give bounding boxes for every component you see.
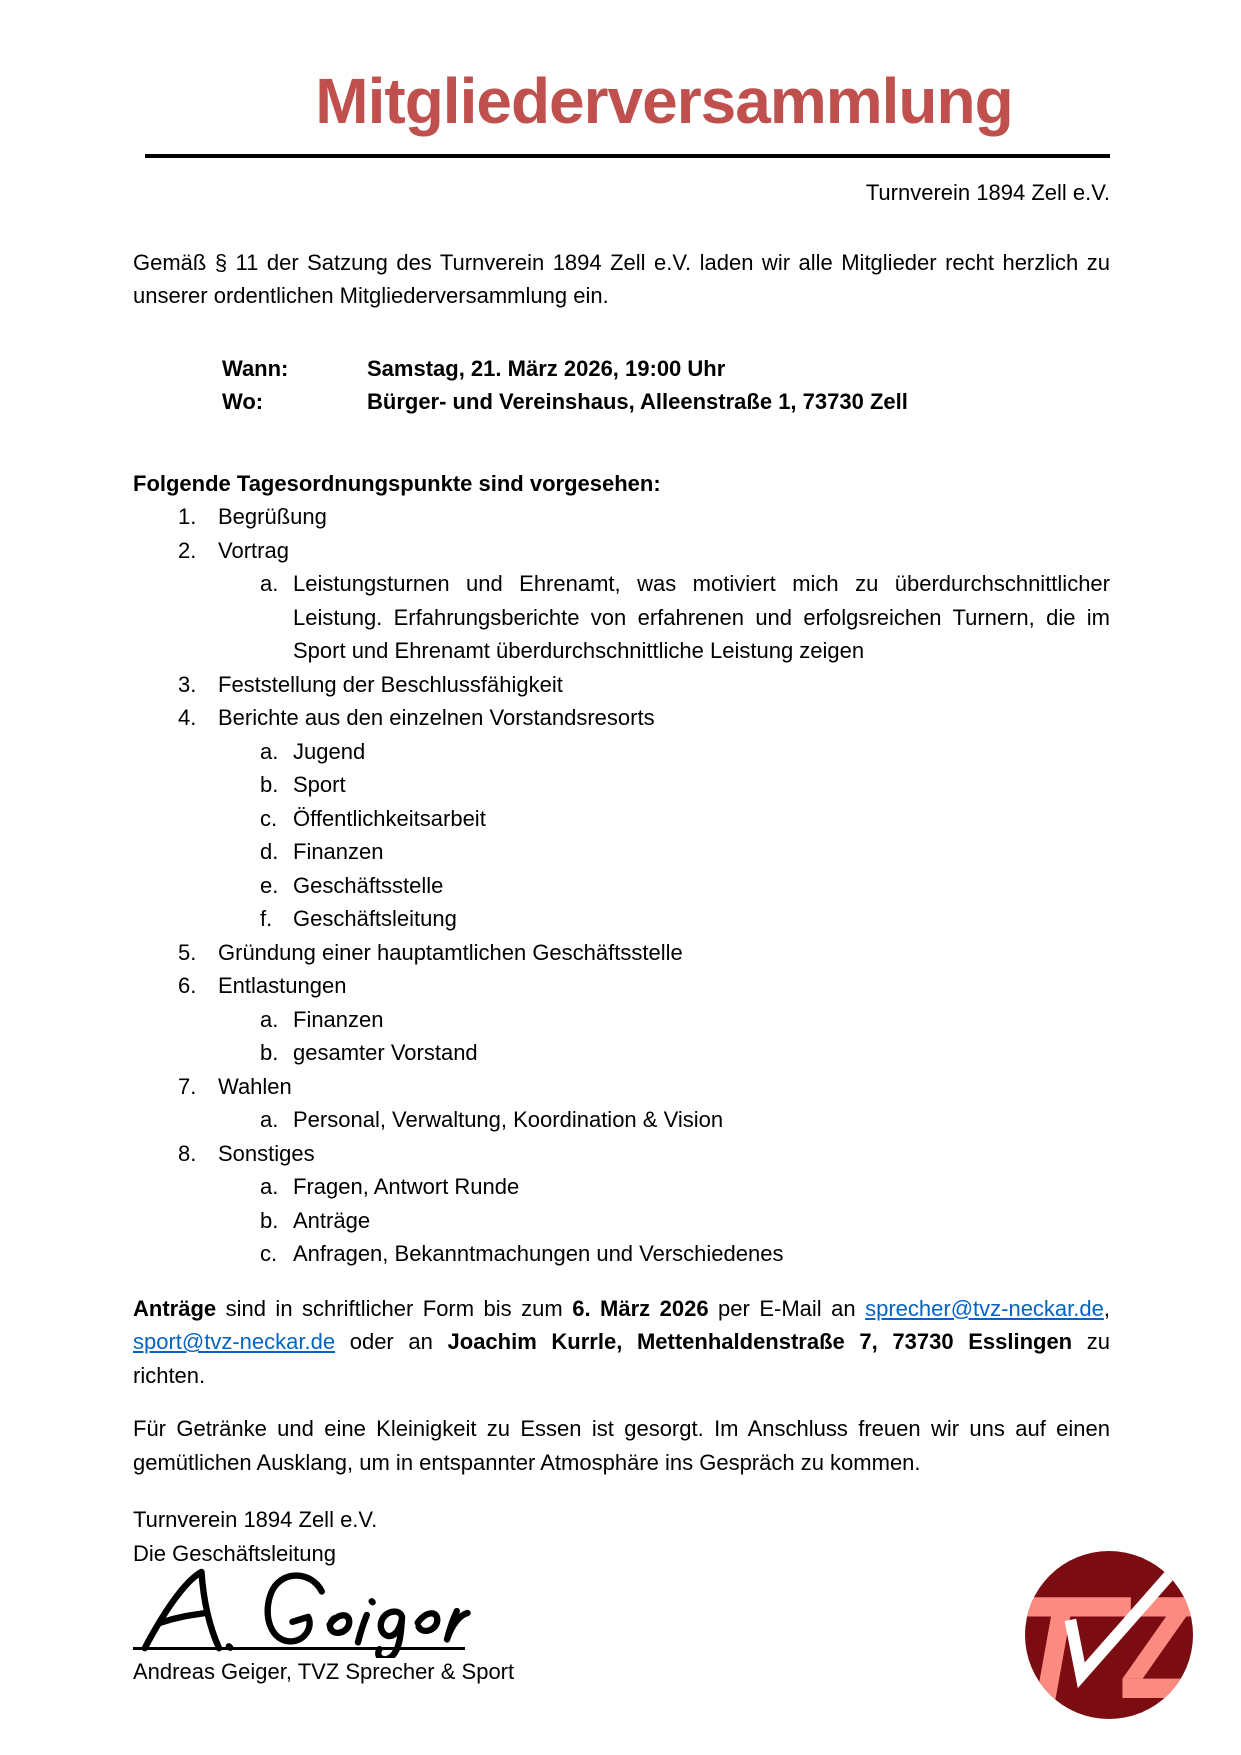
antraege-text: , [1103, 1295, 1110, 1321]
page-title: Mitgliederversammlung [315, 65, 1013, 137]
agenda-item-text: Berichte aus den einzelnen Vorstandsresorts [218, 705, 655, 730]
agenda-item [178, 500, 1110, 534]
agenda-item-marker: a. [260, 1174, 279, 1199]
agenda-item-marker: e. [260, 872, 279, 898]
deadline-date: 6. März 2026 [572, 1295, 709, 1321]
when-value: Samstag, 21. März 2026, 19:00 Uhr [367, 355, 726, 381]
agenda-item [178, 1137, 1110, 1171]
when-label: Wann: [222, 355, 289, 381]
agenda-item-marker: 6. [178, 973, 197, 998]
agenda-subitem [260, 835, 1110, 869]
email-link-sprecher[interactable]: sprecher@tvz-neckar.de [865, 1295, 1104, 1321]
agenda-item-marker: f. [260, 906, 273, 931]
agenda-item-text: Anfragen, Bekanntmachungen und Verschiedenes [293, 1241, 784, 1266]
agenda-subitem [260, 1204, 1110, 1238]
agenda-subitem [260, 768, 1110, 802]
agenda-item-text: Geschäftsleitung [293, 906, 457, 931]
agenda-item-text: Entlastungen [218, 973, 347, 998]
signature-block [133, 1568, 1110, 1689]
agenda-heading: Folgende Tagesordnungspunkte sind vorgesehen: [133, 470, 661, 496]
agenda-item-text: Vortrag [218, 537, 289, 563]
agenda-item [178, 1070, 1110, 1104]
agenda-item-text: Fragen, Antwort Runde [293, 1174, 520, 1199]
closing-paragraph: Für Getränke und eine Kleinigkeit zu Essen ist gesorgt. Im Anschluss freuen wir uns auf einen gemütlichen Ausklang, um in entspannter Atmosphäre ins Gespräch zu kommen. [133, 1416, 1110, 1475]
agenda-subitem [260, 1003, 1110, 1037]
agenda-item-marker: 5. [178, 939, 197, 965]
agenda-subitem [260, 735, 1110, 769]
agenda-item-marker: c. [260, 1241, 278, 1266]
signature [137, 1568, 487, 1658]
agenda-item-marker: a. [260, 1006, 279, 1032]
agenda-item-text: Begrüßung [218, 504, 327, 529]
agenda-subitem [260, 902, 1110, 936]
antraege-word: Anträge [133, 1295, 217, 1321]
antraege-text: zu richten. [133, 1329, 1110, 1388]
agenda-subitem [260, 1103, 1110, 1137]
where-value: Bürger- und Vereinshaus, Alleenstraße 1, 73730 Zell [367, 389, 908, 414]
agenda-item-marker: a. [260, 571, 279, 596]
when-row [222, 352, 1110, 386]
agenda-item-text: Öffentlichkeitsarbeit [293, 805, 486, 831]
signoff-org: Turnverein 1894 Zell e.V. [133, 1507, 378, 1532]
agenda-item-marker: 8. [178, 1140, 197, 1166]
org-name: Turnverein 1894 Zell e.V. [865, 180, 1110, 205]
agenda-subitem [260, 567, 1110, 668]
agenda-item [178, 701, 1110, 735]
agenda-item-text: Sonstiges [218, 1140, 315, 1166]
agenda-item-text: Jugend [293, 738, 366, 764]
agenda-item-marker: a. [260, 1107, 279, 1132]
signoff-dept: Die Geschäftsleitung [133, 1540, 336, 1566]
agenda-item [178, 936, 1110, 970]
tvz-logo-icon [1025, 1551, 1193, 1719]
agenda-item-text: Sport [293, 772, 346, 797]
email-link-sport[interactable]: sport@tvz-neckar.de [133, 1329, 336, 1354]
antraege-text: oder an [335, 1329, 448, 1354]
agenda-item-marker: b. [260, 1040, 279, 1065]
agenda-item-text: Gründung einer hauptamtlichen Geschäftsstelle [218, 939, 683, 965]
when-where-block [222, 352, 1110, 419]
agenda-item-marker: 1. [178, 504, 197, 529]
antraege-paragraph [133, 1292, 1110, 1393]
agenda-item-marker: c. [260, 805, 278, 831]
intro-paragraph: Gemäß § 11 der Satzung des Turnverein 1894 Zell e.V. laden wir alle Mitglieder recht herzlich zu unserer ordentlichen Mitgliederversammlung ein. [133, 249, 1110, 308]
agenda-item-marker: 2. [178, 537, 197, 563]
agenda-item-text: Finanzen [293, 839, 384, 864]
agenda-subitem [260, 869, 1110, 903]
where-label: Wo: [222, 389, 264, 414]
agenda-item-marker: a. [260, 738, 279, 764]
agenda-item-text: Personal, Verwaltung, Koordination & Vision [293, 1107, 724, 1132]
agenda-item [178, 534, 1110, 568]
agenda-subitem [260, 1170, 1110, 1204]
agenda-item-text: Wahlen [218, 1073, 292, 1099]
agenda-item-text: Leistungsturnen und Ehrenamt, was motiviert mich zu überdurchschnittlicher Leistung. Erfahrungsberichte von erfahrenen und erfolgsreichen Turnern, die im Sport und Ehrenamt überdurchschnittliche Leistung zeigen [293, 571, 1110, 663]
signature-line [133, 1647, 465, 1650]
antraege-text: sind in schriftlicher Form bis zum [216, 1295, 573, 1321]
agenda-item-marker: 7. [178, 1073, 197, 1099]
agenda-item-marker: b. [260, 772, 279, 797]
where-row [222, 385, 1110, 419]
agenda-item-text: gesamter Vorstand [293, 1040, 478, 1065]
title-divider [145, 154, 1110, 158]
agenda-item [178, 969, 1110, 1003]
agenda-item-text: Finanzen [293, 1006, 384, 1032]
agenda-item-marker: 4. [178, 705, 197, 730]
agenda-item [178, 668, 1110, 702]
agenda-subitem [260, 1036, 1110, 1070]
agenda-item-text: Anträge [293, 1207, 371, 1233]
agenda-item-marker: 3. [178, 671, 197, 697]
agenda-subitem [260, 1237, 1110, 1271]
agenda-item-text: Geschäftsstelle [293, 872, 444, 898]
agenda-subitem [260, 802, 1110, 836]
document-content [0, 64, 1241, 1689]
agenda-item-marker: b. [260, 1207, 279, 1233]
postal-address: Joachim Kurrle, Mettenhaldenstraße 7, 73730 Esslingen [447, 1329, 1073, 1354]
agenda-item-marker: d. [260, 839, 279, 864]
agenda-item-text: Feststellung der Beschlussfähigkeit [218, 671, 563, 697]
antraege-text: per E-Mail an [708, 1295, 866, 1321]
signature-caption: Andreas Geiger, TVZ Sprecher & Sport [133, 1659, 515, 1684]
